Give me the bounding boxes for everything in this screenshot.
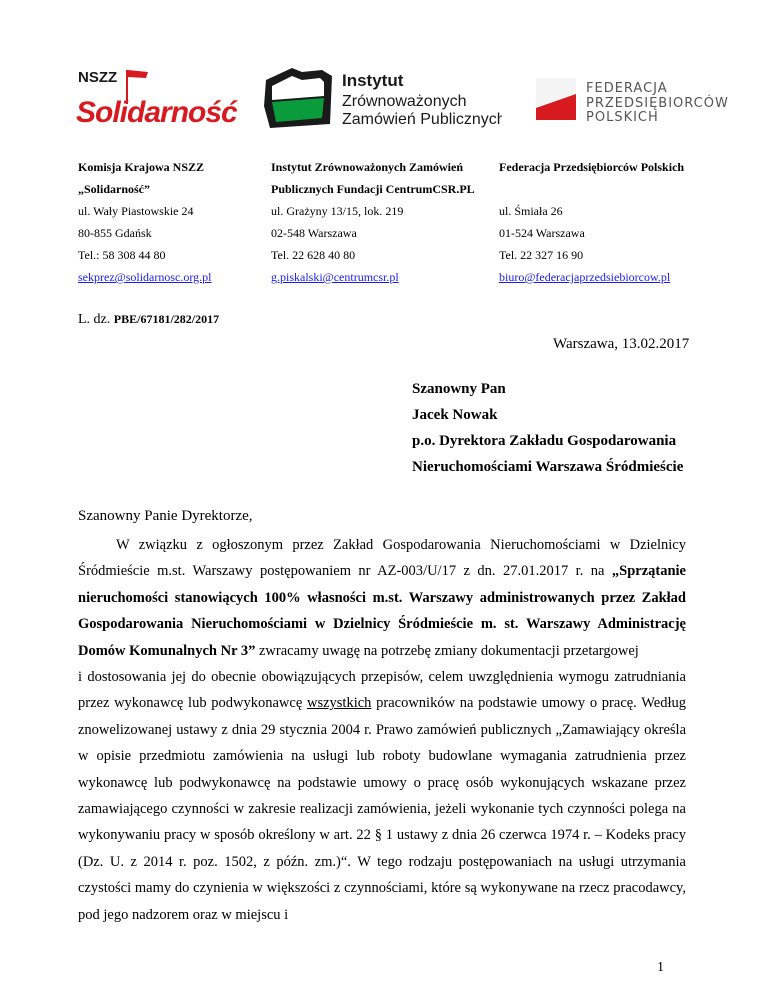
logo-izp-line2: Zrównoważonych (342, 93, 467, 110)
address-fpp (499, 156, 684, 288)
org-email-link[interactable]: biuro@federacjaprzedsiebiorcow.pl (499, 270, 671, 284)
letter-body (78, 532, 686, 928)
logo-fpp-line1: FEDERACJA (586, 81, 668, 96)
org-name-cont: „Solidarność” (78, 182, 151, 196)
address-izp (271, 156, 475, 288)
reference-label: L. dz. (78, 312, 111, 327)
recipient-block (412, 376, 683, 480)
letter-date: Warszawa, 13.02.2017 (553, 336, 690, 352)
org-name: Federacja Przedsiębiorców Polskich (499, 160, 685, 174)
izp-logo (262, 66, 502, 132)
org-name: Komisja Krajowa NSZZ (78, 160, 204, 174)
org-email-link[interactable]: sekprez@solidarnosc.org.pl (78, 270, 212, 284)
org-street: ul. Wały Piastowskie 24 (78, 204, 194, 218)
recipient-line: Szanowny Pan (412, 381, 506, 397)
org-name-cont: Publicznych Fundacji CentrumCSR.PL (271, 182, 475, 196)
solidarnosc-logo (74, 62, 250, 132)
logo-fpp-line2: PRZEDSIĘBIORCÓW (586, 96, 729, 111)
logo-nszz-text: NSZZ (78, 69, 118, 86)
org-street: ul. Śmiała 26 (499, 204, 563, 218)
org-email-link[interactable]: g.piskalski@centrumcsr.pl (271, 270, 399, 284)
org-name-cont (499, 178, 684, 200)
reference-number (78, 312, 219, 328)
paragraph-2: i dostosowania jej do obecnie obowiązujących przepisów, celem uwzględnienia wymogu zatrudniania przez wykonawcę lub podwykonawcę wszystkich pracowników na podstawie umowy o pracę. Według znowelizowanej ustawy z dnia 29 stycznia 2004 r. Prawo zamówień publicznych „Zamawiający określa w opisie przedmiotu zamówienia na usługi lub roboty budowlane wymagania zatrudnienia przez wykonawcę lub podwykonawcę na podstawie umowy o pracę osób wykonujących wskazane przez zamawiającego czynności w zakresie realizacji zamówienia, jeżeli wykonanie tych czynności polega na wykonywaniu pracy w sposób określony w art. 22 § 1 ustawy z dnia 26 czerwca 1974 r. – Kodeks pracy (Dz. U. z 2014 r. poz. 1502, z późn. zm.)“. W tego rodzaju postępowaniach na usługi utrzymania czystości mamy do czynienia w większości z czynnościami, które są wykonywane na rzecz pracodawcy, pod jego nadzorem oraz w miejscu i (78, 669, 686, 923)
fpp-logo (528, 68, 738, 134)
page-number: 1 (657, 960, 664, 975)
recipient-line: p.o. Dyrektora Zakładu Gospodarowania (412, 433, 677, 449)
logo-izp-line3: Zamówień Publicznych (342, 111, 502, 128)
reference-code: PBE/67181/282/2017 (113, 312, 220, 326)
org-phone: Tel.: 58 308 44 80 (78, 248, 166, 262)
org-city: 80-855 Gdańsk (78, 226, 152, 240)
org-street: ul. Grażyny 13/15, lok. 219 (271, 204, 404, 218)
org-phone: Tel. 22 327 16 90 (499, 248, 584, 262)
logo-izp-line1: Instytut (342, 71, 404, 90)
paragraph-1: W związku z ogłoszonym przez Zakład Gospodarowania Nieruchomościami w Dzielnicy Śródmieście m.st. Warszawy postępowaniem nr AZ-003/U/17 z dn. 27.01.2017 r. na „Sprzątanie nieruchomości stanowiących 100% własności m.st. Warszawy administrowanych przez Zakład Gospodarowania Nieruchomościami w Dzielnicy Śródmieście m. st. Warszawy Administrację Domów Komunalnych Nr 3” zwracamy uwagę na potrzebę zmiany dokumentacji przetargowej (78, 537, 686, 659)
logo-solidarnosc-text: Solidarność (76, 96, 237, 129)
org-city: 01-524 Warszawa (499, 226, 585, 240)
org-name: Instytut Zrównoważonych Zamówień (271, 160, 464, 174)
address-solidarnosc (78, 156, 211, 288)
logo-fpp-line3: POLSKICH (586, 110, 659, 125)
org-city: 02-548 Warszawa (271, 226, 357, 240)
salutation: Szanowny Panie Dyrektorze, (78, 508, 253, 524)
recipient-line: Jacek Nowak (412, 407, 498, 423)
org-phone: Tel. 22 628 40 80 (271, 248, 356, 262)
recipient-line: Nieruchomościami Warszawa Śródmieście (412, 459, 684, 475)
